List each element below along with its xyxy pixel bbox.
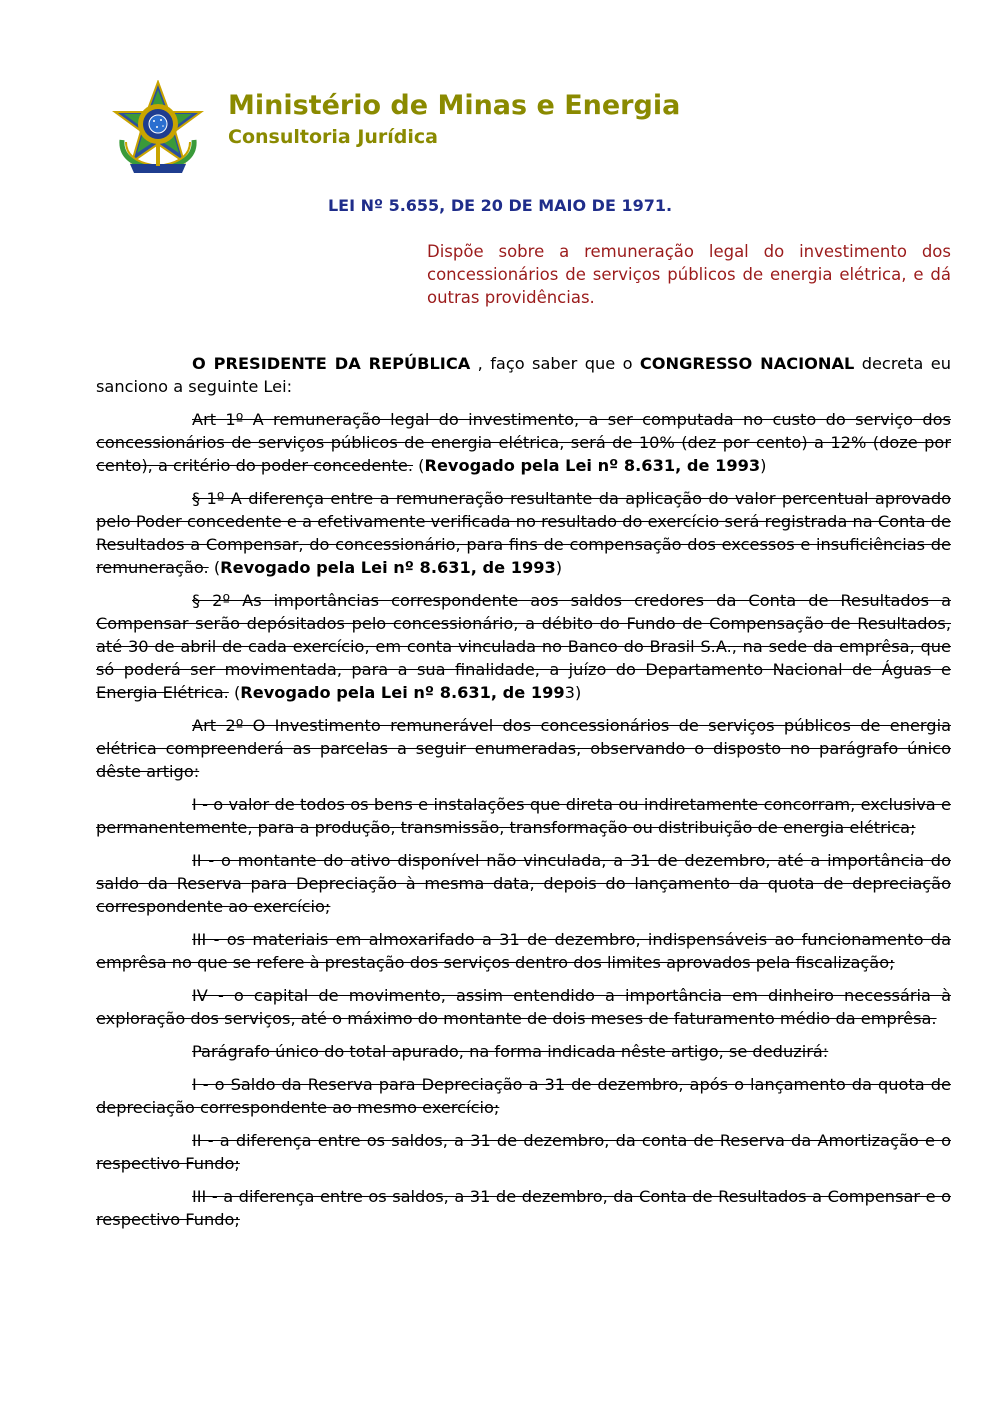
organization-name: Ministério de Minas e Energia <box>228 90 681 121</box>
revoked-text: § 2º As importâncias correspondente aos saldos credores da Conta de Resultados a Compensar serão depósitados pelo concessionário, a débito do Fundo de Compensação de Resultados, até 30 de abril de cada exercício, em conta vinculada no Banco do Brasil S.A., na sede da emprêsa, que só poderá ser movimentada, para a sua finalidade, a juízo do Departamento Nacional de Águas e Energia Elétrica. <box>96 591 951 702</box>
president-label: O PRESIDENTE DA REPÚBLICA <box>192 354 471 373</box>
revoked-text: Parágrafo único do total apurado, na forma indicada nêste artigo, se deduzirá: <box>192 1042 829 1061</box>
revocation-note-close: ) <box>760 456 767 475</box>
revoked-text: I - o Saldo da Reserva para Depreciação a 31 de dezembro, após o lançamento da quota de depreciação correspondente ao mesmo exercício; <box>96 1075 951 1117</box>
revocation-note-open: ( <box>413 456 425 475</box>
article-paragraph <box>96 928 951 974</box>
article-paragraph <box>96 793 951 839</box>
revoked-text: III - a diferença entre os saldos, a 31 de dezembro, da Conta de Resultados a Compensar e o respectivo Fundo; <box>96 1187 951 1229</box>
revoked-text: II - a diferença entre os saldos, a 31 de dezembro, da conta de Reserva da Amortização e o respectivo Fundo; <box>96 1131 951 1173</box>
revoked-text: § 1º A diferença entre a remuneração resultante da aplicação do valor percentual aprovado pelo Poder concedente e a efetivamente verificada no resultado do exercício será registrada na Conta de Resultados a Compensar, do concessionário, para fins de compensação dos excessos e insuficiências de remuneração. <box>96 489 951 577</box>
article-paragraph <box>96 1129 951 1175</box>
revocation-note: Revogado pela Lei nº 8.631, de 199 <box>240 683 565 702</box>
letterhead <box>112 80 712 176</box>
revoked-text: IV - o capital de movimento, assim entendido a importância em dinheiro necessária à exploração dos serviços, até o máximo do montante de dois meses de faturamento médio da emprêsa. <box>96 986 951 1028</box>
article-paragraph <box>96 1040 951 1063</box>
article-paragraph <box>96 714 951 783</box>
enacting-text: , faço saber que o <box>470 354 640 373</box>
enacting-text-end: decreta eu sanciono a seguinte Lei: <box>96 354 951 396</box>
revoked-text: II - o montante do ativo disponível não vinculada, a 31 de dezembro, até a importância do saldo da Reserva para Depreciação à mesma data, depois do lançamento da quota de depreciação correspondente ao exercício; <box>96 851 951 916</box>
law-body <box>96 352 951 1241</box>
article-paragraph <box>96 984 951 1030</box>
article-paragraph <box>96 589 951 704</box>
revoked-text: III - os materiais em almoxarifado a 31 de dezembro, indispensáveis ao funcionamento da emprêsa no que se refere à prestação dos serviços dentro dos limites aprovados pela fiscalização; <box>96 930 951 972</box>
revocation-note-open: ( <box>228 683 241 702</box>
revocation-note-close: ) <box>555 558 563 577</box>
article-paragraph <box>96 1185 951 1231</box>
article-paragraph <box>96 408 951 477</box>
revocation-note-close: 3) <box>564 683 582 702</box>
article-paragraph <box>96 1073 951 1119</box>
revocation-note: Revogado pela Lei nº 8.631, de 1993 <box>220 558 556 577</box>
brazil-coat-of-arms-icon <box>112 80 204 176</box>
revoked-text: Art 2º O Investimento remunerável dos concessionários de serviços públicos de energia elétrica compreenderá as parcelas a seguir enumeradas, observando o disposto no parágrafo único dêste artigo: <box>96 716 951 781</box>
revocation-note: Revogado pela Lei nº 8.631, de 1993 <box>424 456 761 475</box>
article-paragraph <box>96 487 951 579</box>
congress-label: CONGRESSO NACIONAL <box>639 354 855 373</box>
law-summary: Dispõe sobre a remuneração legal do investimento dos concessionários de serviços públicos de energia elétrica, e dá outras providências. <box>427 242 951 307</box>
law-title: LEI Nº 5.655, DE 20 DE MAIO DE 1971. <box>327 196 673 215</box>
article-paragraph <box>96 849 951 918</box>
revocation-note-open: ( <box>208 558 221 577</box>
revoked-text: I - o valor de todos os bens e instalações que direta ou indiretamente concorram, exclusiva e permanentemente, para a produção, transmissão, transformação ou distribuição de energia elétrica; <box>96 795 951 837</box>
revoked-text: Art 1º A remuneração legal do investimento, a ser computada no custo do serviço dos concessionários de serviços públicos de energia elétrica, será de 10% (dez por cento) a 12% (doze por cento), a critério do poder concedente. <box>96 410 951 475</box>
enacting-clause <box>96 352 951 398</box>
organization-subtitle: Consultoria Jurídica <box>228 126 439 148</box>
